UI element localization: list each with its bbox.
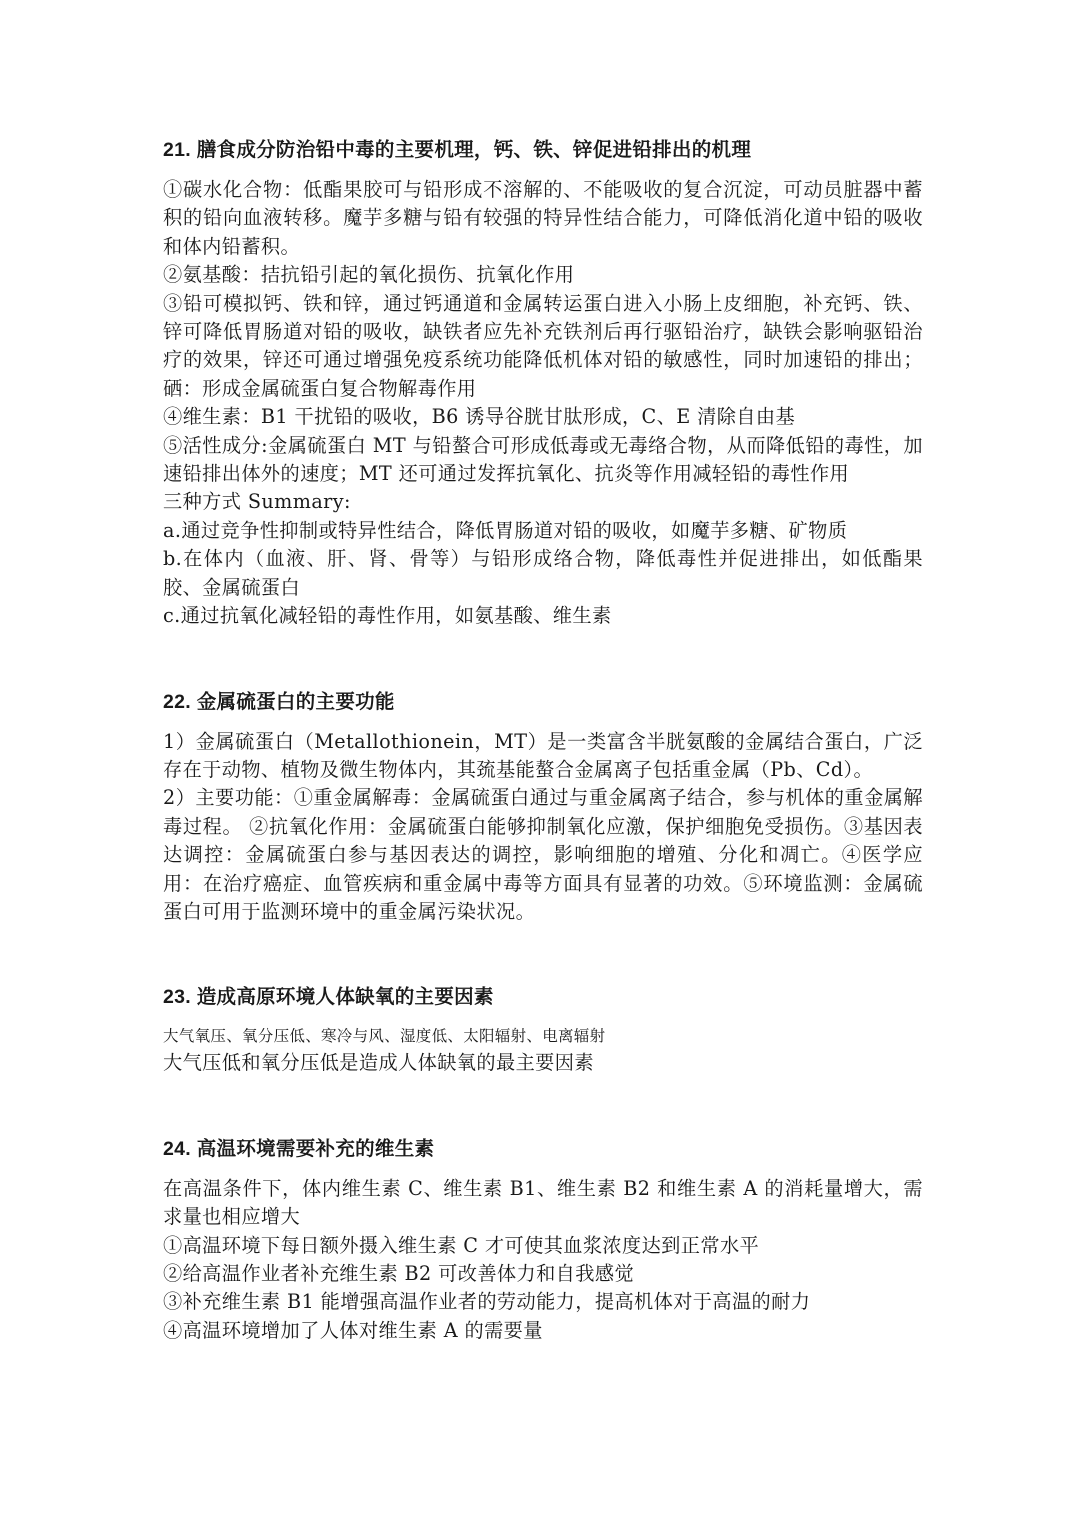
paragraph: 三种方式 Summary: bbox=[163, 490, 351, 514]
paragraph: a.通过竞争性抑制或特异性结合，降低胃肠道对铅的吸收，如魔芋多糖、矿物质 bbox=[163, 518, 848, 542]
paragraph: 在高温条件下，体内维生素 C、维生素 B1、维生素 B2 和维生素 A 的消耗量增大，需求量也相应增大 bbox=[163, 1176, 923, 1229]
paragraph: ③补充维生素 B1 能增强高温作业者的劳动能力，提高机体对于高温的耐力 bbox=[163, 1290, 811, 1314]
section-spacer bbox=[163, 631, 923, 686]
paragraph: ③铅可模拟钙、铁和锌，通过钙通道和金属转运蛋白进入小肠上皮细胞，补充钙、铁、锌可降低胃肠道对铅的吸收，缺铁者应先补充铁剂后再行驱铅治疗，缺铁会影响驱铅治疗的效果，锌还可通过增强免疫系统功能降低机体对铅的敏感性，同时加速铅的排出；硒：形成金属硫蛋白复合物解毒作用 bbox=[163, 291, 923, 400]
section-24 bbox=[163, 1133, 923, 1345]
paragraph: ④维生素：B1 干扰铅的吸收，B6 诱导谷胱甘肽形成，C、E 清除自由基 bbox=[163, 405, 796, 429]
paragraph: 1）金属硫蛋白（Metallothionein，MT）是一类富含半胱氨酸的金属结合蛋白，广泛存在于动物、植物及微生物体内，其巯基能螯合金属离子包括重金属（Pb、Cd）。 bbox=[163, 729, 923, 781]
paragraph: ①碳水化合物：低酯果胶可与铅形成不溶解的、不能吸收的复合沉淀，可动员脏器中蓄积的铅向血液转移。魔芋多糖与铅有较强的特异性结合能力，可降低消化道中铅的吸收和体内铅蓄积。 bbox=[163, 178, 923, 258]
paragraph: ④高温环境增加了人体对维生素 A 的需要量 bbox=[163, 1318, 543, 1342]
paragraph: b.在体内（血液、肝、肾、骨等）与铅形成络合物，降低毒性并促进排出，如低酯果胶、金属硫蛋白 bbox=[163, 547, 923, 599]
paragraph: ⑤活性成分:金属硫蛋白 MT 与铅螯合可形成低毒或无毒络合物，从而降低铅的毒性，加速铅排出体外的速度；MT 还可通过发挥抗氧化、抗炎等作用减轻铅的毒性作用 bbox=[163, 433, 923, 486]
section-heading: 21. 膳食成分防治铅中毒的主要机理，钙、铁、锌促进铅排出的机理 bbox=[163, 139, 752, 161]
paragraph: ②给高温作业者补充维生素 B2 可改善体力和自我感觉 bbox=[163, 1261, 635, 1285]
section-spacer bbox=[163, 926, 923, 981]
section-23 bbox=[163, 981, 923, 1077]
paragraph: ②氨基酸：拮抗铅引起的氧化损伤、抗氧化作用 bbox=[163, 263, 575, 287]
paragraph: 大气压低和氧分压低是造成人体缺氧的最主要因素 bbox=[163, 1051, 594, 1075]
section-heading: 24. 高温环境需要补充的维生素 bbox=[163, 1137, 435, 1160]
paragraph-small: 大气氧压、氧分压低、寒冷与风、湿度低、太阳辐射、电离辐射 bbox=[163, 1027, 606, 1046]
section-spacer bbox=[163, 1078, 923, 1133]
section-heading: 22. 金属硫蛋白的主要功能 bbox=[163, 690, 395, 713]
paragraph: c.通过抗氧化减轻铅的毒性作用，如氨基酸、维生素 bbox=[163, 604, 612, 628]
document-content bbox=[163, 134, 923, 1345]
section-22 bbox=[163, 686, 923, 927]
section-21 bbox=[163, 134, 923, 631]
paragraph: 2）主要功能：①重金属解毒：金属硫蛋白通过与重金属离子结合，参与机体的重金属解毒过程。 ②抗氧化作用：金属硫蛋白能够抑制氧化应激，保护细胞免受损伤。③基因表达调控：金属硫蛋白参与基因表达的调控，影响细胞的增殖、分化和凋亡。④医学应用：在治疗癌症、血管疾病和重金属中毒等方面具有显著的功效。⑤环境监测：金属硫蛋白可用于监测环境中的重金属污染状况。 bbox=[163, 786, 923, 923]
paragraph: ①高温环境下每日额外摄入维生素 C 才可使其血浆浓度达到正常水平 bbox=[163, 1233, 760, 1257]
section-heading: 23. 造成高原环境人体缺氧的主要因素 bbox=[163, 986, 494, 1009]
